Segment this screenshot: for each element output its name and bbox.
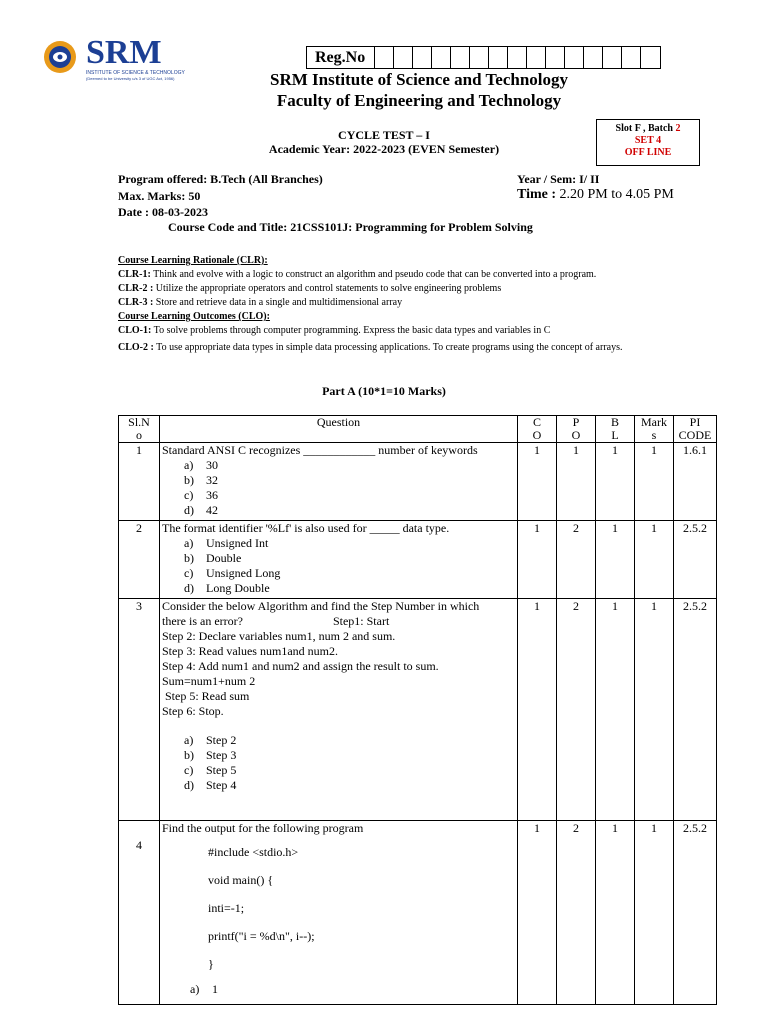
col-header-bl: B L [596,416,635,443]
clo-item-2 [118,341,708,355]
row-marks: 1 [635,821,674,1005]
set-number: SET 4 [634,135,662,146]
row-co: 1 [518,443,557,521]
reg-no-digit-cell[interactable] [508,47,527,68]
col-header-pi-code: PI CODE [674,416,717,443]
academic-year: Academic Year: 2022-2023 (EVEN Semester) [268,142,500,156]
option-item: d) Step 4 [184,778,237,792]
clo-text: To solve problems through computer programming. Express the basic data types and variables in C [151,325,551,336]
reg-no-digit-cell[interactable] [451,47,470,68]
reg-no-digit-cell[interactable] [584,47,603,68]
option-item: b) Step 3 [184,748,237,762]
time-value: 2.20 PM to 4.05 PM [559,187,674,202]
option-item: a) 1 [190,982,218,996]
row-pi: 1.6.1 [674,443,717,521]
slot-label: Slot F , Batch [615,123,676,134]
row-marks: 1 [635,599,674,821]
code-line: } [208,957,214,971]
clo-text: To use appropriate data types in simple data processing applications. To create programs using the concept of arrays. [153,342,623,353]
time-label: Time : [517,187,560,202]
learning-section [118,254,708,355]
table-row [119,821,717,1005]
code-line: printf("i = %d\n", i--); [208,929,315,943]
table-row [119,521,717,599]
question-line: Step 3: Read values num1and num2. [162,644,338,658]
row-po: 2 [557,599,596,821]
question-text: Standard ANSI C recognizes ____________ number of keywords [162,443,478,457]
col-header-sno: Sl.N o [119,416,160,443]
row-question [160,821,518,1005]
question-table [118,415,717,1005]
row-pi: 2.5.2 [674,521,717,599]
col-header-marks: Mark s [635,416,674,443]
code-line: #include <stdio.h> [208,845,299,859]
row-sno: 2 [119,521,160,599]
clo-code: CLO-1: [118,325,152,336]
col-header-question: Question [160,416,518,443]
clr-text: Store and retrieve data in a single and multidimensional array [153,297,403,308]
part-a-title: Part A (10*1=10 Marks) [322,384,446,398]
option-item: c) Step 5 [184,763,237,777]
reg-no-digit-cell[interactable] [565,47,584,68]
row-bl: 1 [596,443,635,521]
options-list [162,733,515,793]
row-po: 1 [557,443,596,521]
clr-code: CLR-3 : [118,297,154,308]
options-list [162,982,515,997]
reg-no-cells [375,47,660,68]
row-question [160,443,518,521]
question-text: Find the output for the following program [162,821,364,835]
row-marks: 1 [635,521,674,599]
row-sno: 4 [119,821,160,1005]
reg-no-digit-cell[interactable] [489,47,508,68]
test-name: CYCLE TEST – I [338,128,430,142]
reg-no-label: Reg.No [307,47,375,68]
row-sno: 1 [119,443,160,521]
batch-number: 2 [675,123,681,134]
row-pi: 2.5.2 [674,599,717,821]
row-po: 2 [557,821,596,1005]
option-item: a) Unsigned Int [184,536,269,550]
row-bl: 1 [596,599,635,821]
clr-item-3 [118,296,708,310]
max-marks: Max. Marks: 50 [118,189,201,203]
clr-text: Think and evolve with a logic to construct an algorithm and pseudo code that can be converted into a program. [150,269,597,280]
col-header-co: C O [518,416,557,443]
reg-no-digit-cell[interactable] [641,47,660,68]
table-row [119,443,717,521]
reg-no-digit-cell[interactable] [546,47,565,68]
clr-code: CLR-2 : [118,283,154,294]
exam-mode: OFF LINE [624,147,672,158]
row-bl: 1 [596,821,635,1005]
clr-text: Utilize the appropriate operators and control statements to solve engineering problems [153,283,502,294]
question-line: Sum=num1+num 2 [162,674,256,688]
code-line: inti=-1; [208,901,245,915]
faculty-name: Faculty of Engineering and Technology [276,91,562,110]
reg-no-digit-cell[interactable] [527,47,546,68]
options-list [162,458,515,518]
logo-subtitle: INSTITUTE OF SCIENCE & TECHNOLOGY [86,70,185,76]
clo-heading: Course Learning Outcomes (CLO): [118,311,270,322]
logo-wordmark: SRM [86,34,162,71]
code-block [162,844,515,972]
row-question [160,521,518,599]
row-po: 2 [557,521,596,599]
question-line: Step 4: Add num1 and num2 and assign the result to sum. [162,659,439,673]
program-offered: Program offered: B.Tech (All Branches) [118,172,323,186]
col-header-po: P O [557,416,596,443]
row-sno: 3 [119,599,160,821]
exam-date: Date : 08-03-2023 [118,205,208,219]
slot-box [596,119,700,166]
course-title: Course Code and Title: 21CSS101J: Programming for Problem Solving [168,220,533,234]
clr-item-2 [118,282,708,296]
question-line: Step 5: Read sum [162,689,250,703]
year-sem: Year / Sem: I/ II [517,172,600,186]
row-question [160,599,518,821]
row-pi: 2.5.2 [674,821,717,1005]
reg-no-digit-cell[interactable] [394,47,413,68]
row-marks: 1 [635,443,674,521]
clr-item-1 [118,268,708,282]
question-line: Step 2: Declare variables num1, num 2 and sum. [162,629,396,643]
row-co: 1 [518,821,557,1005]
reg-no-box [306,46,661,69]
question-text: The format identifier '%Lf' is also used for _____ data type. [162,521,450,535]
code-line: void main() { [208,873,274,887]
option-item: c) Unsigned Long [184,566,281,580]
clo-item-1 [118,324,708,338]
logo-subtitle-2: (Deemed to be University u/s 3 of UGC Act, 1956) [86,76,175,81]
reg-no-digit-cell[interactable] [622,47,641,68]
option-item: d) Long Double [184,581,270,595]
question-line: Step 6: Stop. [162,704,224,718]
options-list [162,536,515,596]
question-line: Consider the below Algorithm and find the Step Number in which [162,599,480,613]
row-bl: 1 [596,521,635,599]
table-row [119,599,717,821]
table-header-row [119,416,717,443]
option-item: b) Double [184,551,242,565]
option-item: d) 42 [184,503,218,517]
option-item: a) Step 2 [184,733,237,747]
clr-code: CLR-1: [118,269,151,280]
row-co: 1 [518,599,557,821]
institute-name: SRM Institute of Science and Technology [270,70,568,89]
option-item: a) 30 [184,458,218,472]
reg-no-digit-cell[interactable] [375,47,394,68]
reg-no-digit-cell[interactable] [413,47,432,68]
question-line: there is an error? Step1: Start [162,614,390,628]
clo-code: CLO-2 : [118,342,154,353]
option-item: c) 36 [184,488,218,502]
reg-no-digit-cell[interactable] [432,47,451,68]
reg-no-digit-cell[interactable] [470,47,489,68]
exam-time [517,187,674,203]
option-item: b) 32 [184,473,218,487]
row-co: 1 [518,521,557,599]
clr-heading: Course Learning Rationale (CLR): [118,255,268,266]
reg-no-digit-cell[interactable] [603,47,622,68]
